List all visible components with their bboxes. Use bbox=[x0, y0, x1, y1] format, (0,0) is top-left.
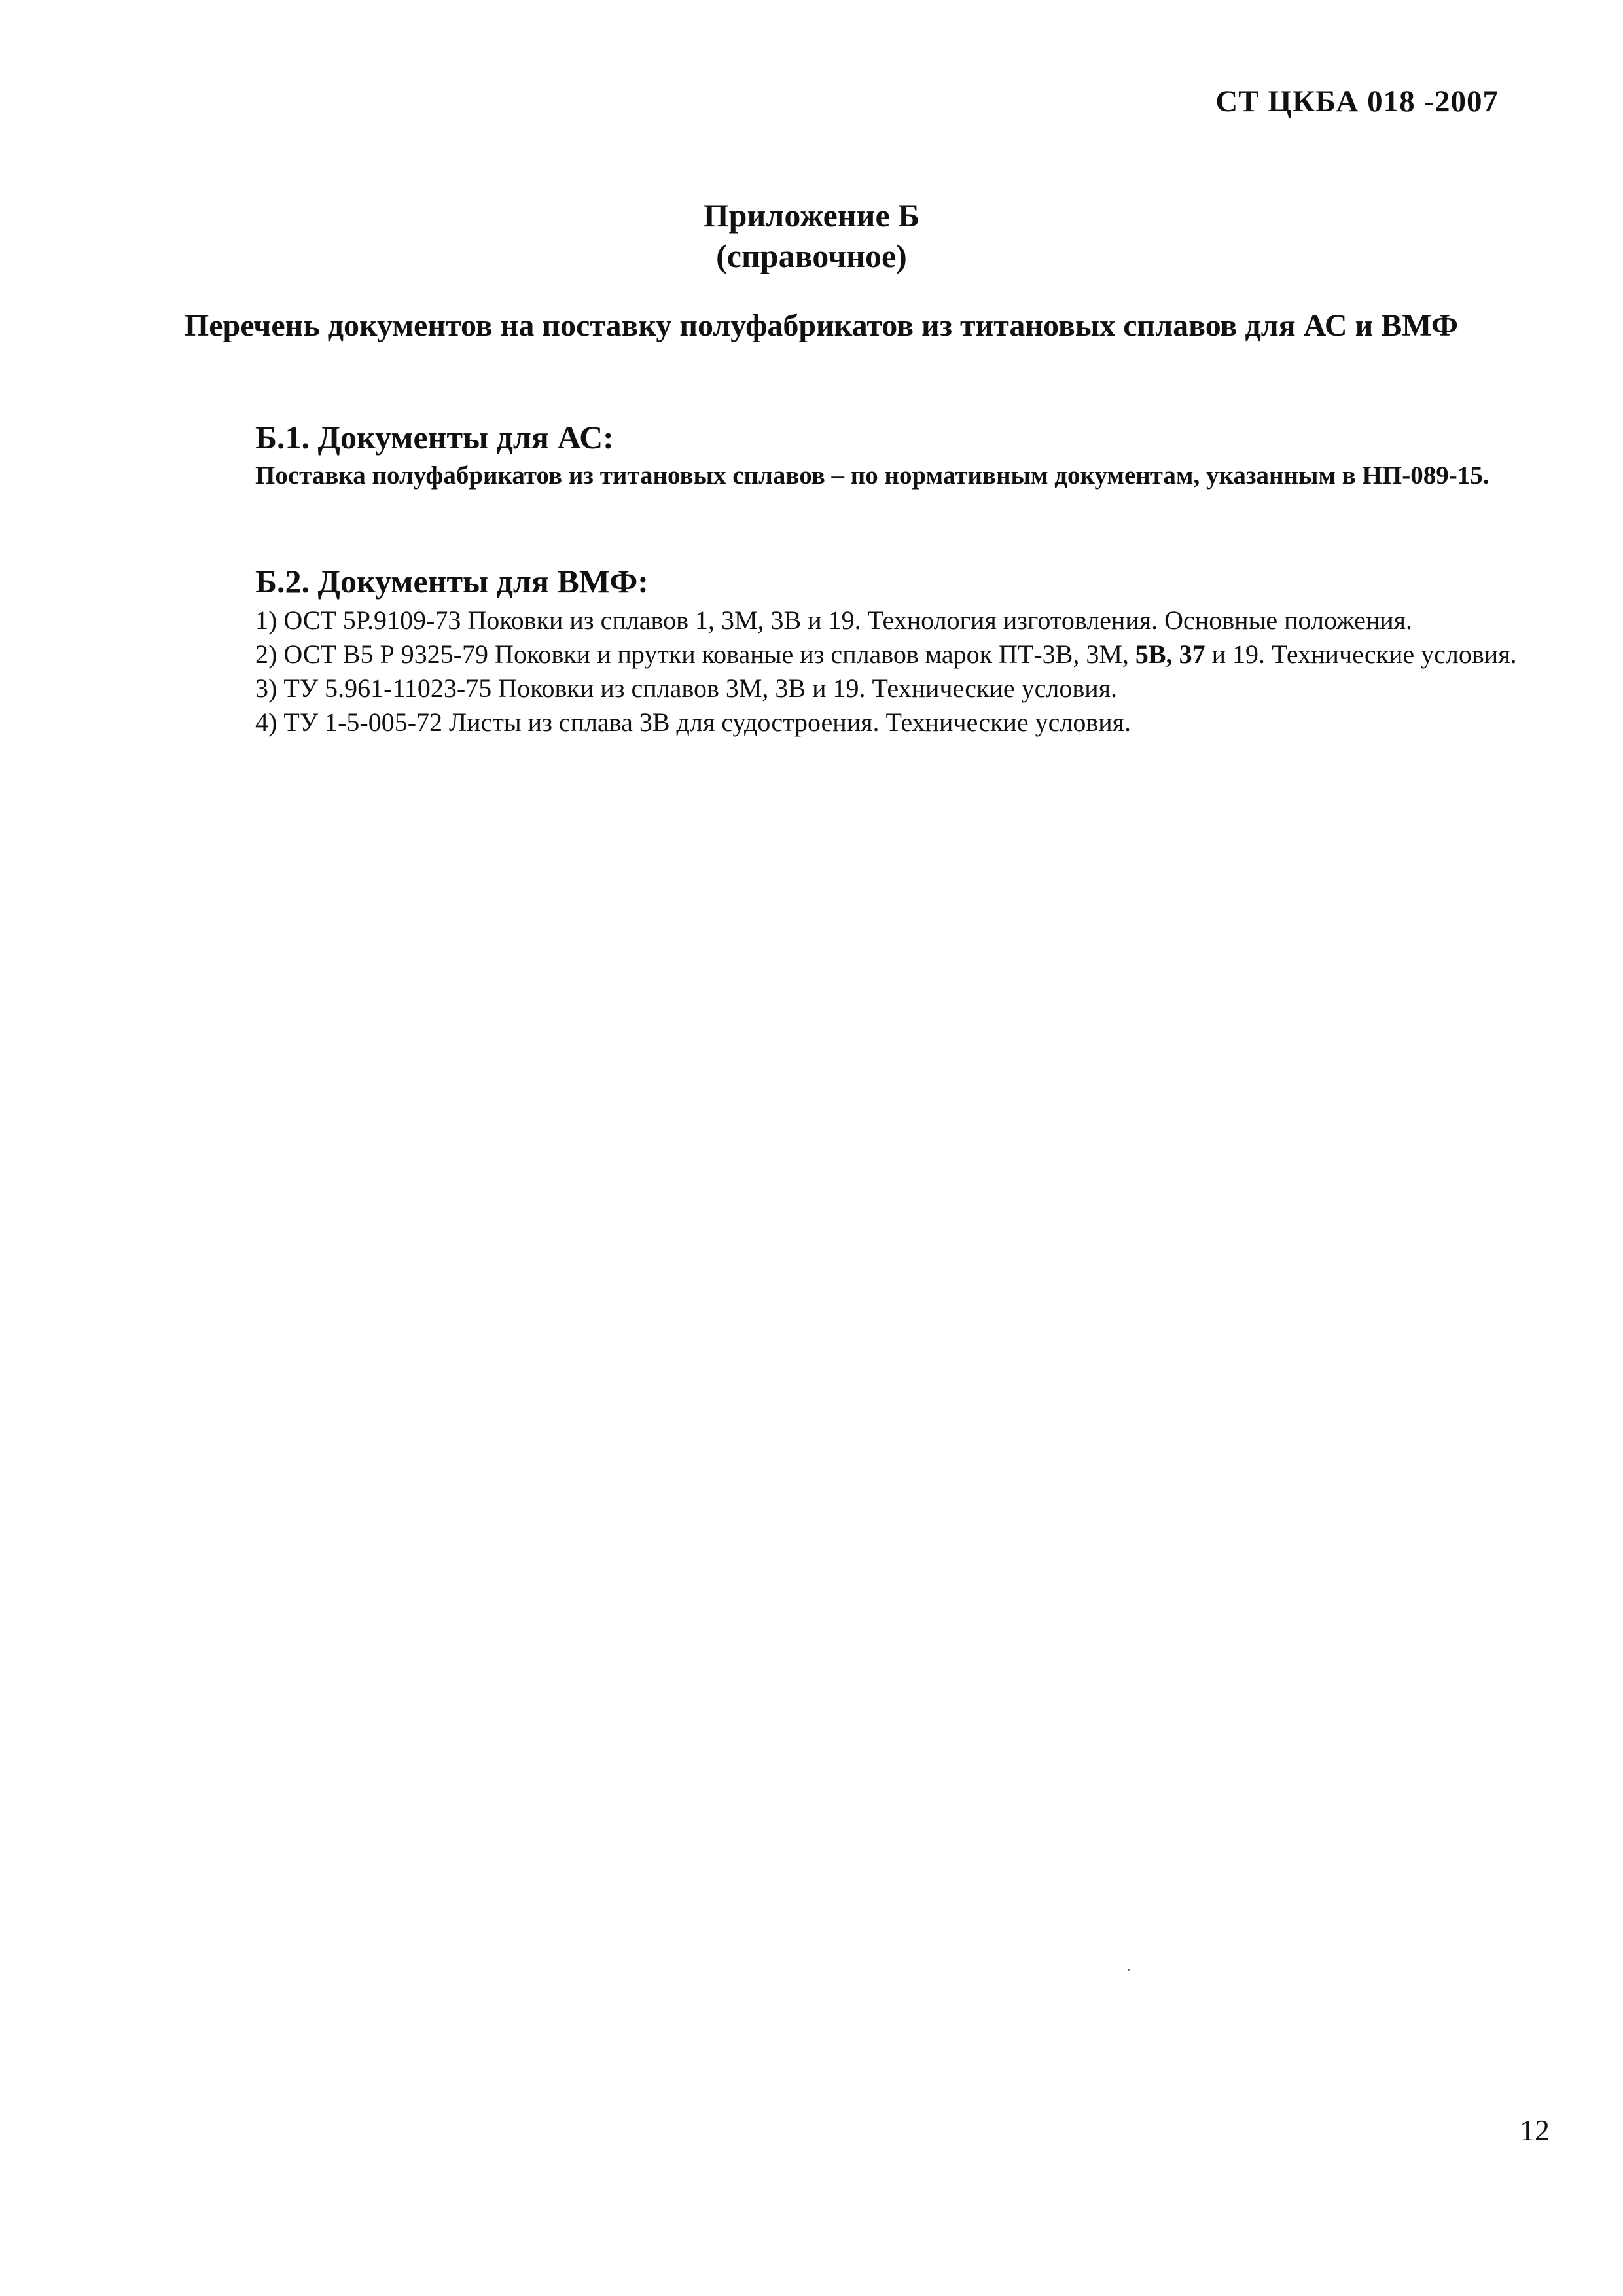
document-list-item-3: 3) ТУ 5.961-11023-75 Поковки из сплавов 3М, 3В и 19. Технические условия. bbox=[255, 673, 1118, 703]
page-number: 12 bbox=[1520, 2113, 1550, 2147]
item-2-bold-grades: 5В, 37 bbox=[1135, 639, 1205, 669]
document-list-item-1: 1) ОСТ 5Р.9109-73 Поковки из сплавов 1, 3М, 3В и 19. Технология изготовления. Основные положения. bbox=[255, 605, 1413, 635]
section-b1 bbox=[191, 418, 1559, 492]
section-b1-heading: Б.1. Документы для АС: bbox=[255, 419, 614, 456]
item-2-text-start: 2) ОСТ В5 Р 9325-79 Поковки и прутки кованые из сплавов марок ПТ-3В, 3М, bbox=[255, 639, 1135, 669]
section-b1-text: Поставка полуфабрикатов из титановых сплавов – по нормативным документам, указанным в НП-089-15. bbox=[255, 461, 1489, 490]
appendix-title: Приложение Б bbox=[703, 197, 920, 234]
item-2-text-end: и 19. Технические условия. bbox=[1205, 639, 1517, 669]
document-list-item-4: 4) ТУ 1-5-005-72 Листы из сплава 3В для судостроения. Технические условия. bbox=[255, 708, 1132, 737]
appendix-title-block bbox=[0, 195, 1623, 276]
scan-speck bbox=[1128, 1969, 1130, 1971]
list-title: Перечень документов на поставку полуфабрикатов из титановых сплавов для АС и ВМФ bbox=[184, 308, 1459, 343]
appendix-subtitle: (справочное) bbox=[716, 238, 907, 274]
section-b2 bbox=[191, 562, 1559, 740]
document-list-item-2 bbox=[191, 637, 1559, 672]
document-code: СТ ЦКБА 018 -2007 bbox=[1215, 84, 1499, 118]
section-b2-heading: Б.2. Документы для ВМФ: bbox=[255, 563, 649, 600]
